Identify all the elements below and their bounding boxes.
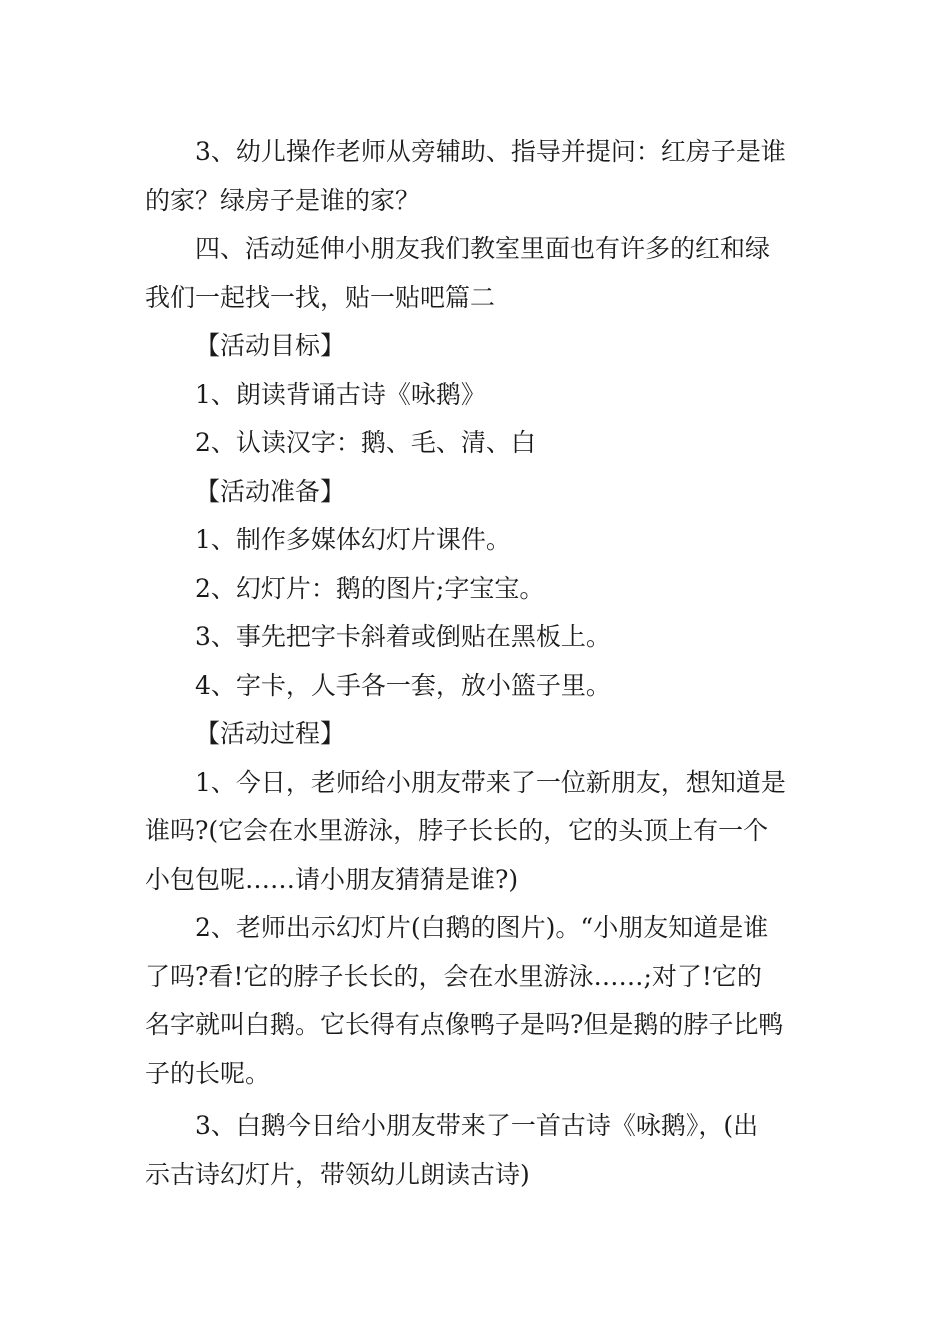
text-line: 的家？绿房子是谁的家？ bbox=[145, 185, 421, 215]
text-line: 谁吗?(它会在水里游泳，脖子长长的，它的头顶上有一个 bbox=[145, 816, 769, 845]
heading-activity-preparation bbox=[145, 468, 807, 517]
text-line: 1、今日，老师给小朋友带来了一位新朋友，想知道是 bbox=[195, 767, 786, 797]
heading-activity-goals bbox=[145, 322, 807, 371]
section-heading: 【活动目标】 bbox=[195, 331, 346, 360]
text-line: 3、幼儿操作老师从旁辅助、指导并提问：红房子是谁 bbox=[195, 137, 786, 166]
paragraph-process-step-3 bbox=[145, 1102, 807, 1199]
list-item-prep-3 bbox=[145, 613, 807, 662]
list-item-prep-1 bbox=[145, 516, 807, 565]
list-item-prep-4 bbox=[145, 662, 807, 711]
text-line: 子的长呢。 bbox=[145, 1058, 271, 1088]
text-line: 我们一起找一找，贴一贴吧篇二 bbox=[145, 282, 496, 312]
text-line: 1、朗读背诵古诗《咏鹅》 bbox=[195, 379, 486, 409]
heading-activity-process bbox=[145, 710, 807, 759]
text-line: 3、白鹅今日给小朋友带来了一首古诗《咏鹅》，(出 bbox=[195, 1111, 759, 1140]
paragraph-activity-extension bbox=[145, 225, 807, 322]
text-line: 名字就叫白鹅。它长得有点像鸭子是吗?但是鹅的脖子比鸭 bbox=[145, 1010, 784, 1039]
document-body bbox=[145, 128, 807, 1199]
text-line: 1、制作多媒体幻灯片课件。 bbox=[195, 525, 511, 554]
section-heading: 【活动过程】 bbox=[195, 719, 346, 748]
list-item-goal-2 bbox=[145, 419, 807, 468]
section-heading: 【活动准备】 bbox=[195, 476, 346, 506]
paragraph-step-3-operation bbox=[145, 128, 807, 225]
text-line: 2、老师出示幻灯片(白鹅的图片)。“小朋友知道是谁 bbox=[195, 913, 769, 942]
list-item-goal-1 bbox=[145, 371, 807, 420]
text-line: 2、认读汉字：鹅、毛、清、白 bbox=[195, 428, 536, 457]
text-line: 四、活动延伸小朋友我们教室里面也有许多的红和绿 bbox=[195, 234, 771, 263]
text-line: 示古诗幻灯片，带领幼儿朗读古诗) bbox=[145, 1159, 530, 1189]
text-line: 2、幻灯片：鹅的图片;字宝宝。 bbox=[195, 573, 545, 603]
text-line: 4、字卡，人手各一套，放小篮子里。 bbox=[195, 670, 611, 700]
text-line: 了吗?看!它的脖子长长的，会在水里游泳……;对了!它的 bbox=[145, 961, 762, 991]
paragraph-process-step-2 bbox=[145, 904, 807, 1098]
paragraph-process-step-1 bbox=[145, 759, 807, 905]
list-item-prep-2 bbox=[145, 565, 807, 614]
text-line: 3、事先把字卡斜着或倒贴在黑板上。 bbox=[195, 622, 611, 651]
text-line: 小包包呢……请小朋友猜猜是谁?) bbox=[145, 864, 519, 894]
